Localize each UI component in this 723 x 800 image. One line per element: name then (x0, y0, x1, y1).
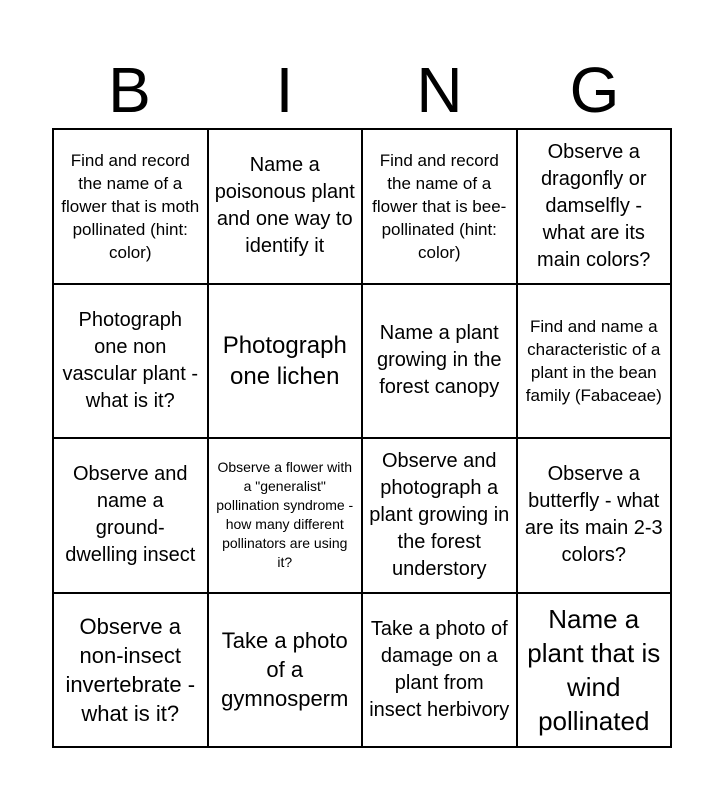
bingo-cell-3-3[interactable] (363, 439, 518, 594)
header-letter-g: G (569, 54, 620, 126)
bingo-cell-4-1[interactable] (54, 594, 209, 749)
bingo-board (52, 128, 672, 748)
cell-text: Observe and photograph a plant growing in the forest understory (369, 449, 510, 580)
cell-text: Name a plant that is wind pollinated (527, 603, 661, 736)
cell-text: Take a photo of damage on a plant from insect herbivory (369, 617, 510, 721)
bingo-cell-2-1[interactable] (54, 285, 209, 440)
bingo-cell-1-3[interactable] (363, 130, 518, 285)
bingo-cell-1-2[interactable] (209, 130, 364, 285)
bingo-cell-2-4[interactable] (518, 285, 673, 440)
cell-text: Name a plant growing in the forest canopy (376, 322, 502, 399)
bingo-cell-1-4[interactable] (518, 130, 673, 285)
header-letter-n: N (416, 54, 463, 126)
cell-text: Photograph one non vascular plant - what is it? (62, 308, 199, 412)
bingo-cell-3-2[interactable] (209, 439, 364, 594)
header-letter-i: I (275, 54, 294, 126)
cell-text: Find and record the name of a flower that is bee-pollinated (hint: color) (372, 150, 507, 262)
bingo-cell-1-1[interactable] (54, 130, 209, 285)
cell-text: Observe a butterfly - what are its main 2-3 colors? (524, 463, 663, 567)
cell-text: Find and record the name of a flower that is moth pollinated (hint: color) (61, 150, 200, 262)
bingo-cell-3-4[interactable] (518, 439, 673, 594)
cell-text: Observe a non-insect invertebrate - what is it? (65, 613, 196, 726)
bingo-cell-2-2[interactable] (209, 285, 364, 440)
cell-text: Observe a flower with a "generalist" pollination syndrome - how many different pollinators are using it? (216, 459, 354, 571)
bingo-header (52, 52, 672, 128)
header-letter-b: B (108, 54, 151, 126)
cell-text: Photograph one lichen (222, 331, 347, 390)
cell-text: Name a poisonous plant and one way to identify it (214, 154, 355, 258)
cell-text: Observe and name a ground-dwelling insect (65, 463, 196, 567)
bingo-cell-4-2[interactable] (209, 594, 364, 749)
bingo-cell-2-3[interactable] (363, 285, 518, 440)
bingo-cell-4-3[interactable] (363, 594, 518, 749)
cell-text: Observe a dragonfly or damselfly - what are its main colors? (537, 140, 651, 271)
bingo-cell-4-4[interactable] (518, 594, 673, 749)
cell-text: Find and name a characteristic of a plant in the bean family (Fabaceae) (525, 316, 662, 405)
bingo-cell-3-1[interactable] (54, 439, 209, 594)
cell-text: Take a photo of a gymnosperm (221, 628, 349, 712)
